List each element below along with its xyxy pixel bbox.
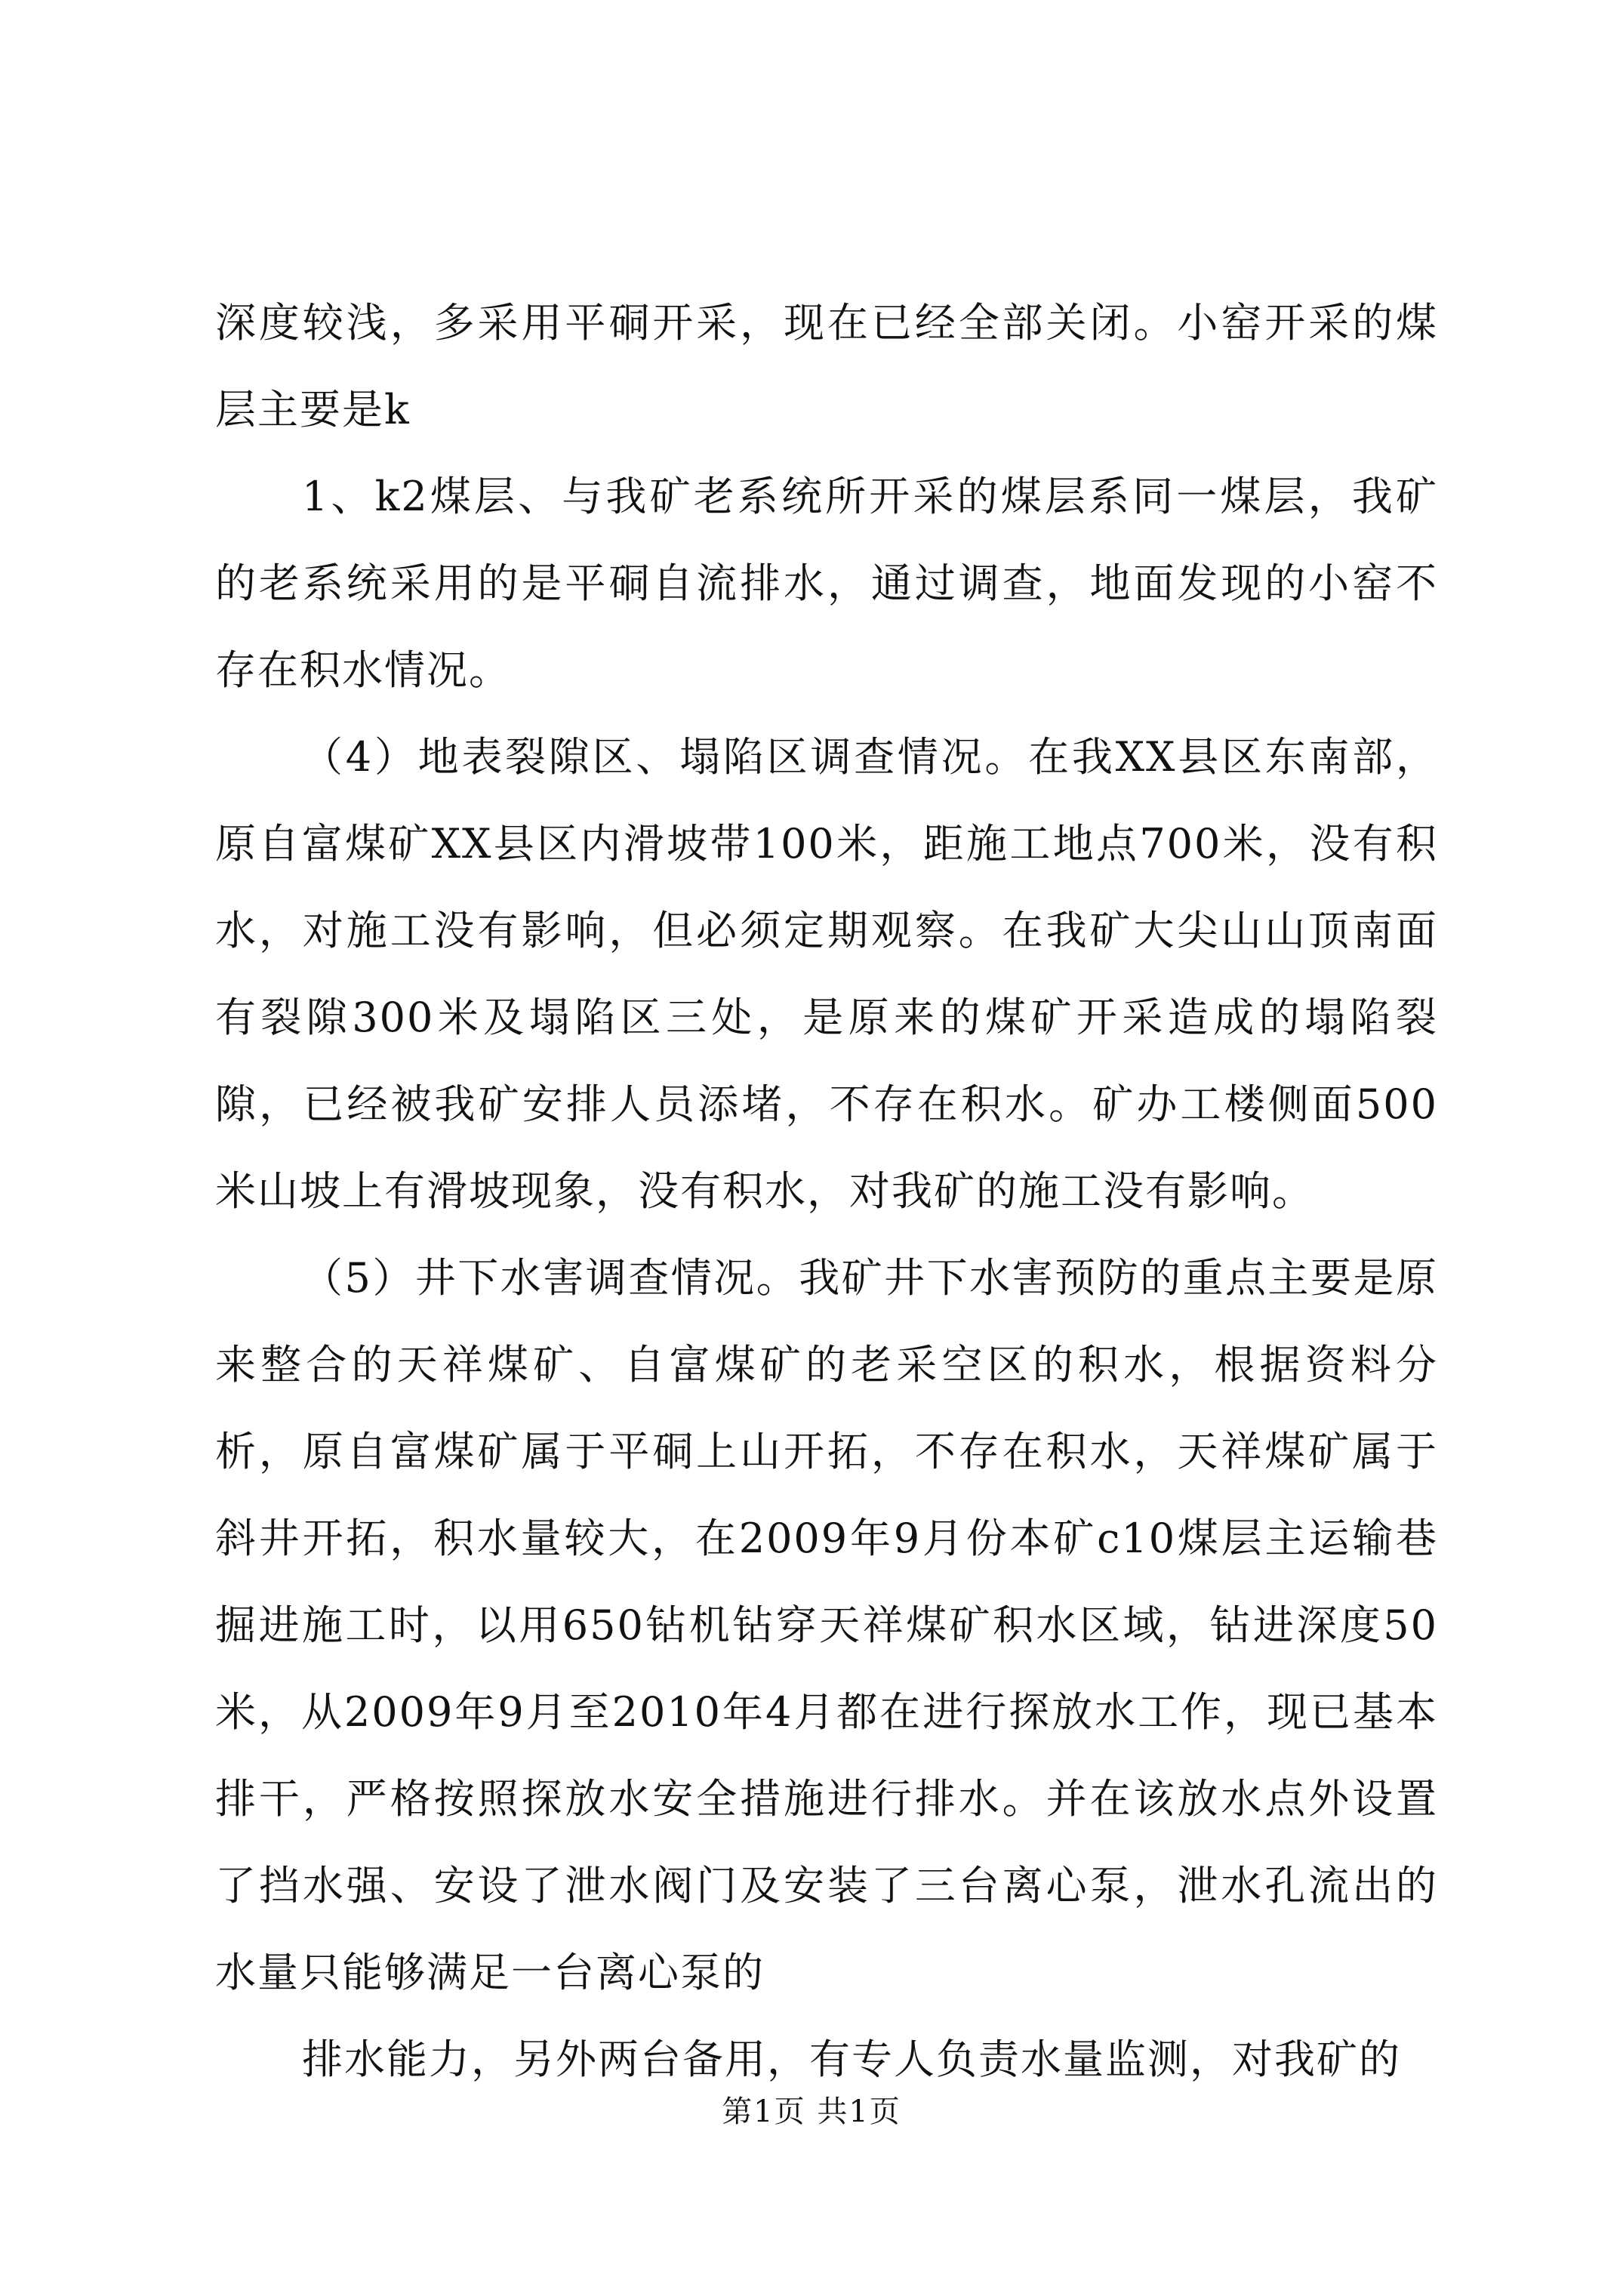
document-body	[215, 279, 1438, 2103]
page-footer: 第1页 共1页	[722, 2094, 901, 2129]
paragraph-item-5: （5）井下水害调查情况。我矿井下水害预防的重点主要是原来整合的天祥煤矿、自富煤矿的老采空区的积水，根据资料分析，原自富煤矿属于平硐上山开拓，不存在积水，天祥煤矿属于斜井开拓，积水量较大，在2009年9月份本矿c10煤层主运输巷掘进施工时，以用650钻机钻穿天祥煤矿积水区域，钻进深度50米，从2009年9月至2010年4月都在进行探放水工作，现已基本排干，严格按照探放水安全措施进行排水。并在该放水点外设置了挡水强、安设了泄水阀门及安装了三台离心泵，泄水孔流出的水量只能够满足一台离心泵的	[215, 1254, 1438, 1996]
paragraph-continuation: 深度较浅，多采用平硐开采，现在已经全部关闭。小窑开采的煤层主要是k	[215, 299, 1438, 433]
paragraph-continued: 排水能力，另外两台备用，有专人负责水量监测，对我矿的	[302, 2036, 1401, 2083]
paragraph-item-1: 1、k2煤层、与我矿老系统所开采的煤层系同一煤层，我矿的老系统采用的是平硐自流排水，通过调查，地面发现的小窑不存在积水情况。	[215, 473, 1438, 694]
paragraph-item-4: （4）地表裂隙区、塌陷区调查情况。在我XX县区东南部，原自富煤矿XX县区内滑坡带100米，距施工地点700米，没有积水，对施工没有影响，但必须定期观察。在我矿大尖山山顶南面有裂隙300米及塌陷区三处，是原来的煤矿开采造成的塌陷裂隙，已经被我矿安排人员添堵，不存在积水。矿办工楼侧面500米山坡上有滑坡现象，没有积水，对我矿的施工没有影响。	[215, 733, 1438, 1215]
